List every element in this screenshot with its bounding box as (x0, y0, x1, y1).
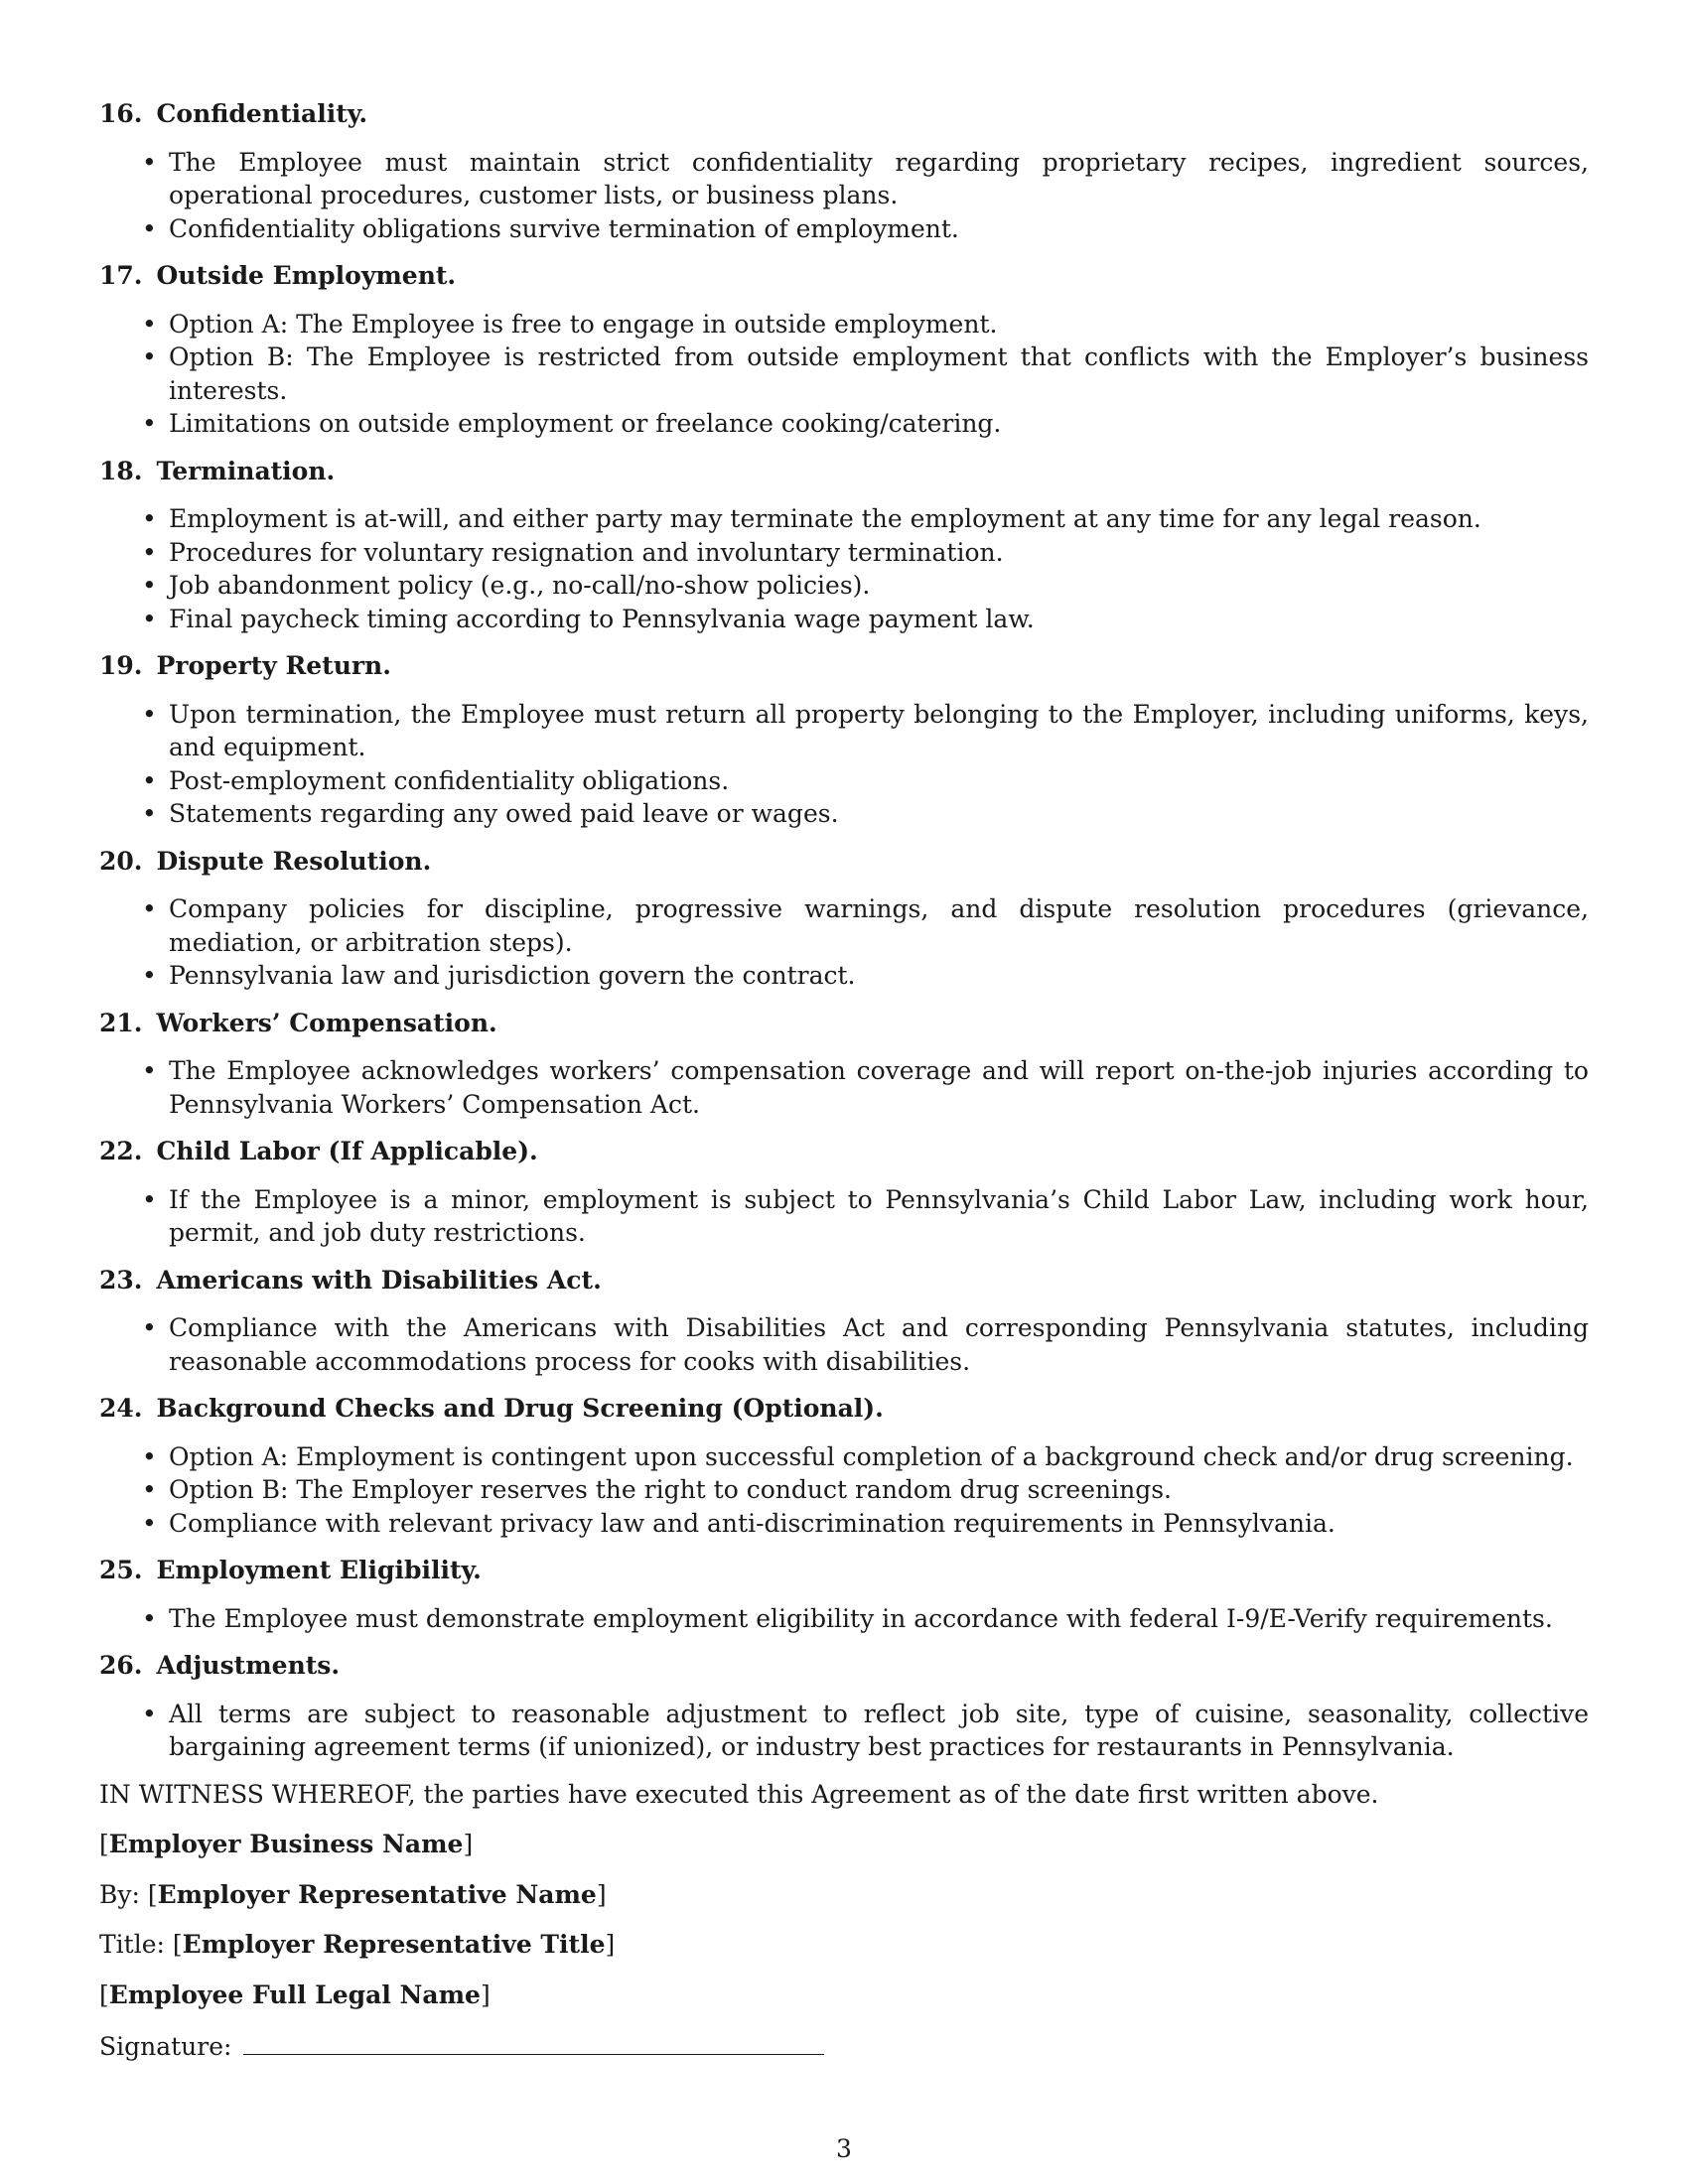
bullet-list (99, 1602, 1589, 1636)
section-number: 19. (99, 651, 143, 680)
bullet-list (99, 698, 1589, 831)
section-heading (99, 1264, 1589, 1297)
bullet-item: • Option A: The Employee is free to engage in outside employment. (99, 308, 1589, 341)
page-number: 3 (836, 2134, 852, 2163)
section-number: 23. (99, 1265, 143, 1295)
bullet-item: • Option A: Employment is contingent upon successful completion of a background check and/or drug screening. (99, 1440, 1589, 1474)
section-heading (99, 845, 1589, 879)
section-title: Employment Eligibility. (156, 1556, 482, 1584)
employer-representative-title: Employer Representative Title (182, 1930, 606, 1959)
bullet-item: • All terms are subject to reasonable adjustment to reflect job site, type of cuisine, seasonality, collective bargaining agreement terms (if unionized), or industry best practices for restaurants in Pennsylvania. (99, 1698, 1589, 1764)
bullet-list (99, 1698, 1589, 1764)
section-title: Termination. (156, 456, 336, 485)
bullet-item: • Pennsylvania law and jurisdiction govern the contract. (99, 959, 1589, 993)
section-heading (99, 97, 1589, 131)
section-number: 16. (99, 99, 143, 128)
bullet-item: • Confidentiality obligations survive termination of employment. (99, 212, 1589, 246)
section-number: 21. (99, 1008, 143, 1037)
title-label: Title: (99, 1930, 165, 1959)
section (99, 845, 1589, 993)
section-title: Outside Employment. (156, 261, 457, 290)
section (99, 1649, 1589, 1764)
signature-label: Signature: (99, 2032, 232, 2061)
section-heading (99, 1007, 1589, 1040)
section-number: 26. (99, 1651, 143, 1680)
section (99, 649, 1589, 831)
bullet-list (99, 892, 1589, 993)
bullet-list (99, 502, 1589, 635)
section-title: Property Return. (156, 651, 391, 680)
section-heading (99, 259, 1589, 293)
section (99, 1007, 1589, 1122)
bullet-item: • Post-employment confidentiality obligations. (99, 764, 1589, 798)
section-title: Confidentiality. (156, 99, 368, 128)
bullet-list (99, 1440, 1589, 1541)
signature-blank[interactable] (243, 2028, 824, 2055)
section (99, 1392, 1589, 1540)
section-number: 20. (99, 846, 143, 876)
bullet-item: • Job abandonment policy (e.g., no-call/no-show policies). (99, 569, 1589, 603)
section-title: Americans with Disabilities Act. (156, 1265, 602, 1295)
section-title: Adjustments. (156, 1651, 341, 1680)
section-title: Workers’ Compensation. (156, 1008, 497, 1037)
bullet-item: • Employment is at-will, and either party may terminate the employment at any time for any legal reason. (99, 502, 1589, 536)
bullet-item: • Statements regarding any owed paid leave or wages. (99, 797, 1589, 831)
bullet-item: • Procedures for voluntary resignation and involuntary termination. (99, 536, 1589, 570)
bullet-item: • Option B: The Employer reserves the right to conduct random drug screenings. (99, 1473, 1589, 1507)
bullet-list (99, 1183, 1589, 1250)
bullet-item: • Limitations on outside employment or freelance cooking/catering. (99, 407, 1589, 441)
bullet-item: • Company policies for discipline, progressive warnings, and dispute resolution procedures (grievance, mediation, or arbitration steps). (99, 892, 1589, 959)
employer-representative-line: By: [Employer Representative Name] (99, 1879, 607, 1909)
employee-name-line: [Employee Full Legal Name] (99, 1979, 491, 2009)
bullet-item: • Compliance with the Americans with Disabilities Act and corresponding Pennsylvania statutes, including reasonable accommodations process for cooks with disabilities. (99, 1311, 1589, 1378)
section (99, 1554, 1589, 1635)
bullet-list (99, 308, 1589, 441)
employer-business-name: Employer Business Name (108, 1830, 464, 1858)
section (99, 97, 1589, 245)
witness-statement: IN WITNESS WHEREOF, the parties have executed this Agreement as of the date first written above. (99, 1779, 1379, 1809)
section-title: Dispute Resolution. (156, 846, 432, 876)
section-heading (99, 1649, 1589, 1683)
signature-line (99, 2028, 1589, 2064)
bullet-item: • The Employee must maintain strict confidentiality regarding proprietary recipes, ingredient sources, operational procedures, customer lists, or business plans. (99, 146, 1589, 212)
section-number: 24. (99, 1394, 143, 1423)
section (99, 1135, 1589, 1250)
section-heading (99, 649, 1589, 683)
section (99, 1264, 1589, 1379)
bullet-item: • The Employee must demonstrate employment eligibility in accordance with federal I-9/E-Verify requirements. (99, 1602, 1589, 1636)
bullet-item: • The Employee acknowledges workers’ compensation coverage and will report on-the-job injuries according to Pennsylvania Workers’ Compensation Act. (99, 1054, 1589, 1121)
employer-title-line: Title: [Employer Representative Title] (99, 1930, 616, 1959)
bullet-item: • Upon termination, the Employee must return all property belonging to the Employer, including uniforms, keys, and equipment. (99, 698, 1589, 764)
bullet-item: • Option B: The Employee is restricted from outside employment that conflicts with the Employer’s business interests. (99, 341, 1589, 407)
bullet-list (99, 146, 1589, 246)
section-title: Child Labor (If Applicable). (156, 1137, 538, 1165)
section-title: Background Checks and Drug Screening (Optional). (156, 1394, 884, 1423)
employee-full-legal-name: Employee Full Legal Name (108, 1979, 481, 2009)
section-number: 22. (99, 1137, 143, 1165)
section-number: 18. (99, 456, 143, 485)
section-heading (99, 1392, 1589, 1426)
by-label: By: (99, 1879, 140, 1909)
section-number: 25. (99, 1556, 143, 1584)
bullet-list (99, 1054, 1589, 1121)
section (99, 455, 1589, 636)
section-number: 17. (99, 261, 143, 290)
document-body (99, 97, 1589, 2081)
section-heading (99, 1135, 1589, 1168)
section-heading (99, 1554, 1589, 1587)
section-list (99, 97, 1589, 1764)
bullet-list (99, 1311, 1589, 1378)
section (99, 259, 1589, 441)
bullet-item: • If the Employee is a minor, employment is subject to Pennsylvania’s Child Labor Law, including work hour, permit, and job duty restrictions. (99, 1183, 1589, 1250)
section-heading (99, 455, 1589, 488)
bullet-item: • Final paycheck timing according to Pennsylvania wage payment law. (99, 603, 1589, 636)
bullet-item: • Compliance with relevant privacy law and anti-discrimination requirements in Pennsylvania. (99, 1507, 1589, 1541)
employer-representative-name: Employer Representative Name (157, 1879, 597, 1909)
employer-business-name-line: [Employer Business Name] (99, 1830, 474, 1858)
